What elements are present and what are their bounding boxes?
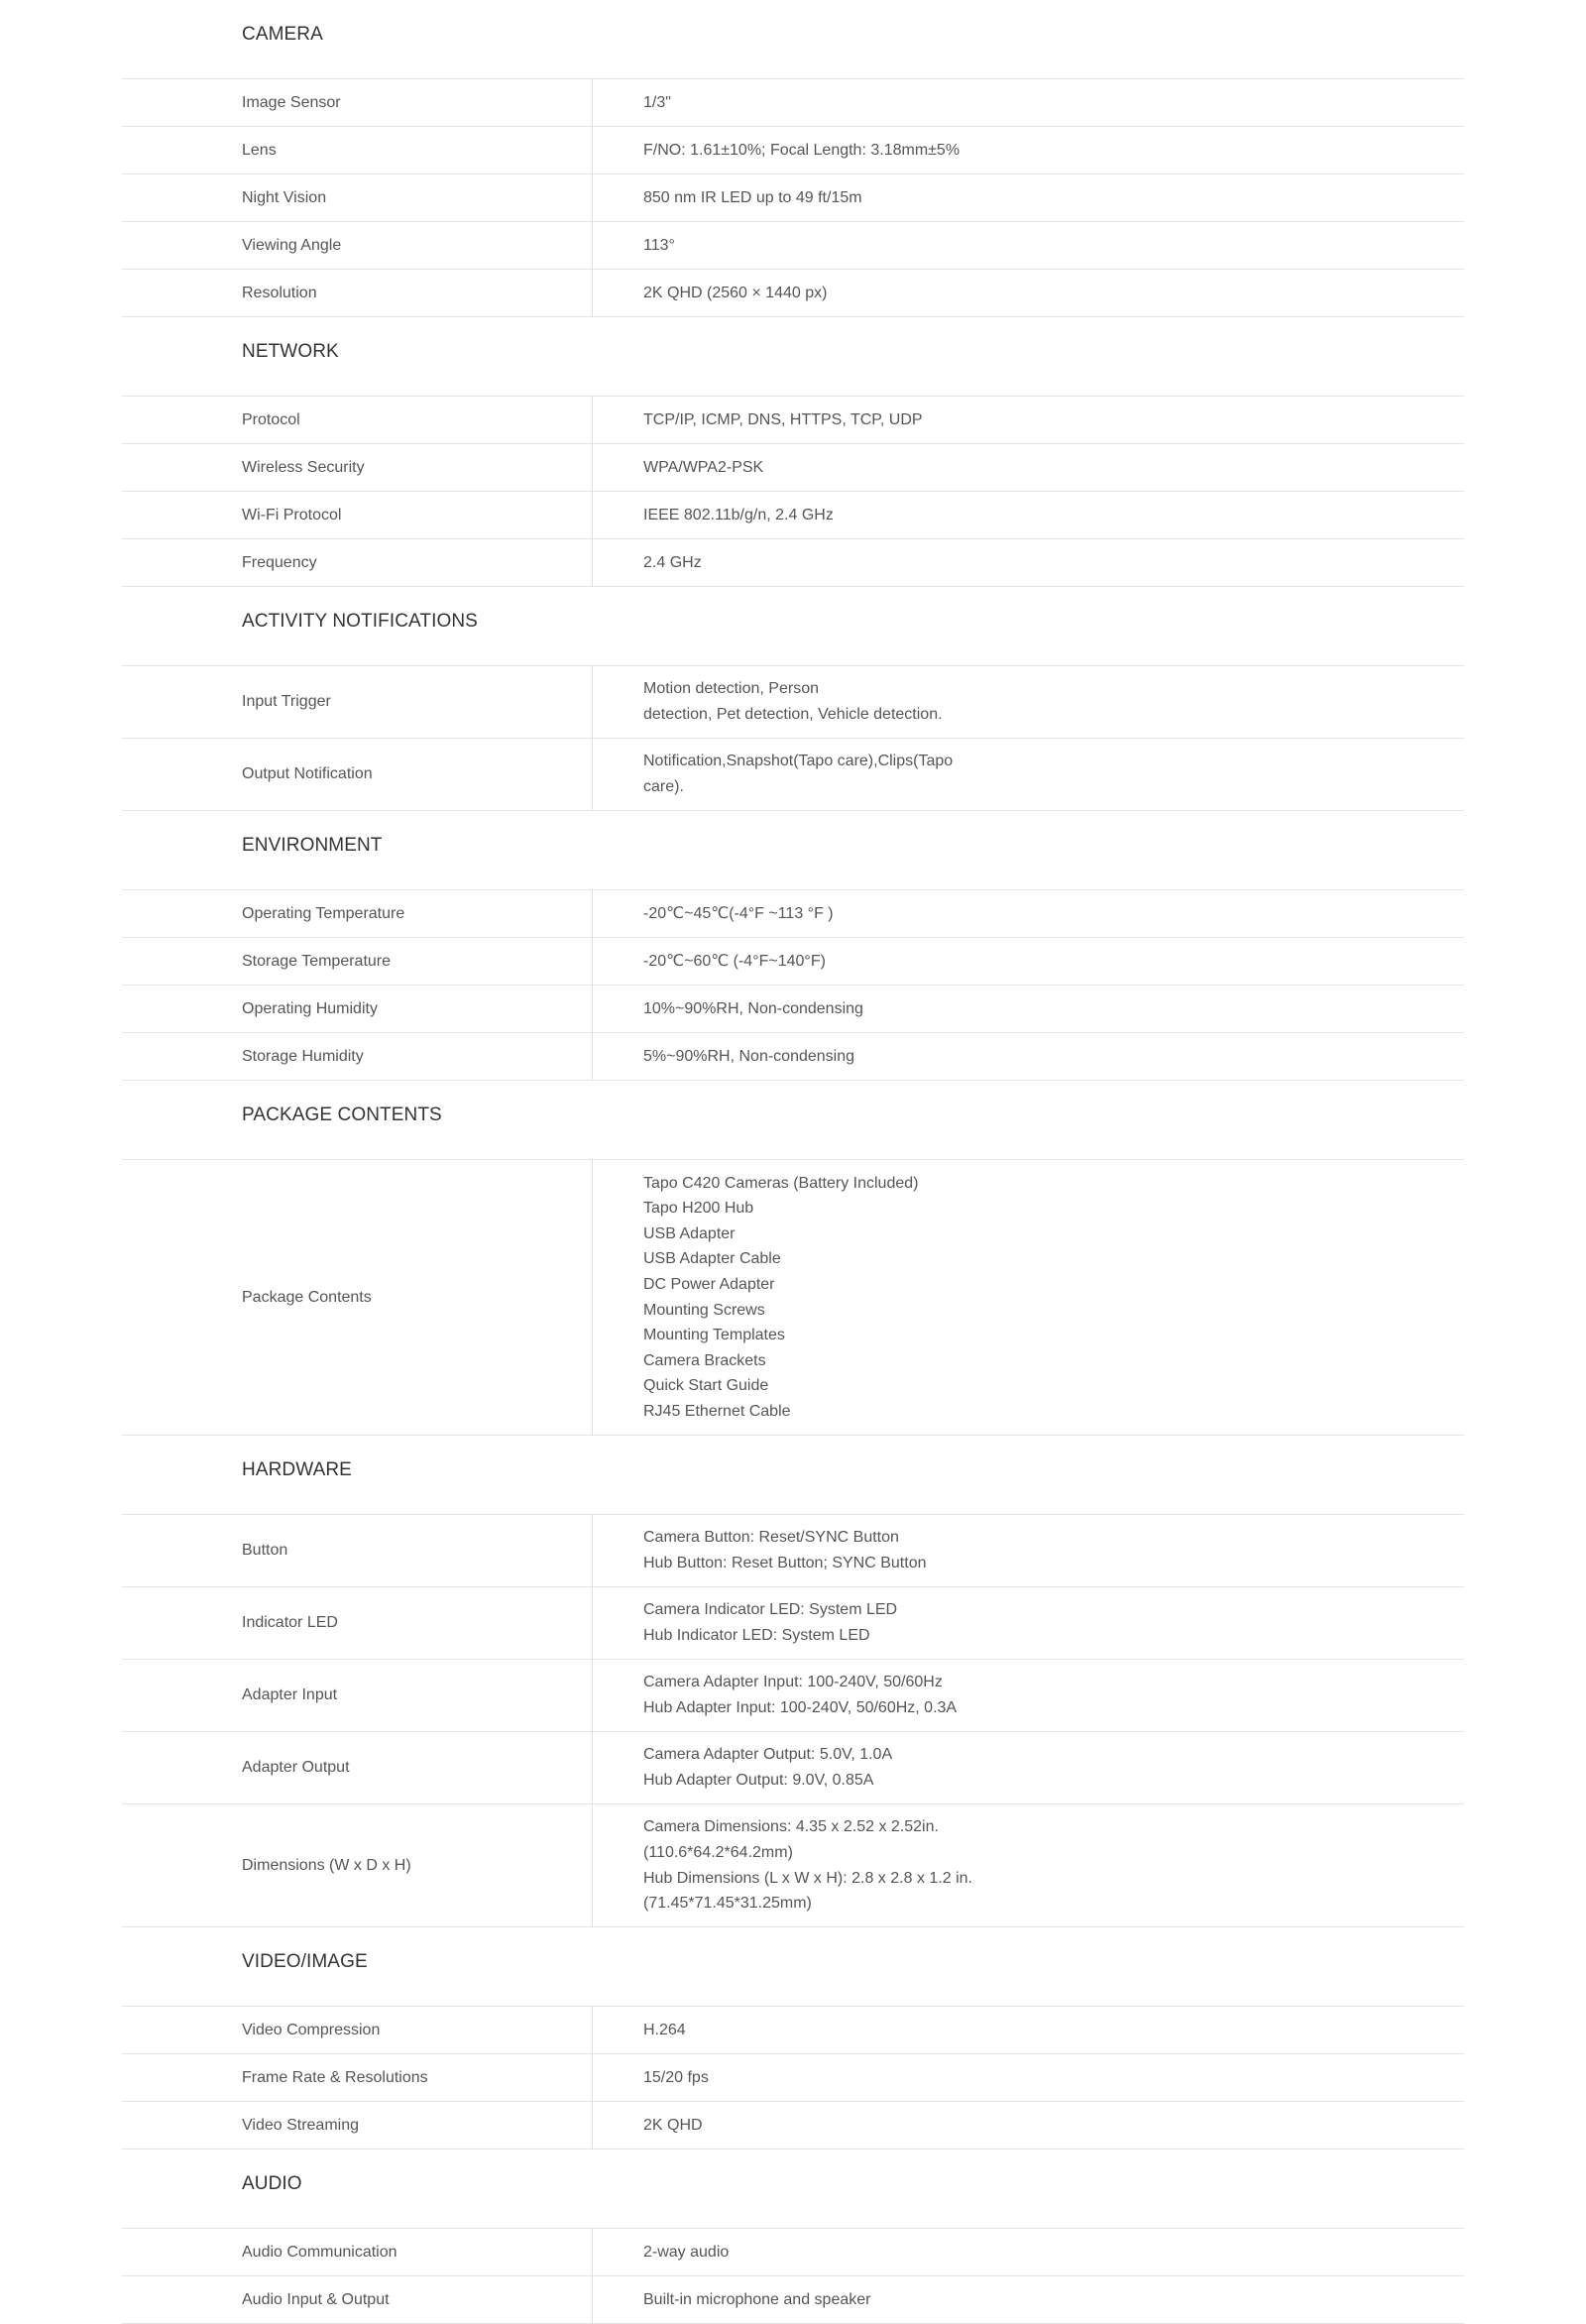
spec-value-line: Mounting Screws [643,1301,765,1319]
spec-section-hardware [122,1436,1464,1927]
spec-row [122,539,1464,587]
spec-value-line: 5%~90%RH, Non-condensing [643,1047,855,1065]
spec-row [122,444,1464,492]
spec-value [593,2007,1464,2053]
spec-section-activity-notifications [122,587,1464,811]
spec-row [122,2007,1464,2054]
spec-value [593,2229,1464,2275]
spec-value [593,539,1464,586]
spec-label: Wireless Security [122,444,593,491]
spec-value-line: 10%~90%RH, Non-condensing [643,999,863,1017]
spec-value-line: USB Adapter Cable [643,1250,781,1268]
spec-value-line: 2-way audio [643,2243,730,2261]
spec-value [593,1587,1464,1659]
spec-row [122,79,1464,127]
spec-value-line: Camera Indicator LED: System LED [643,1601,898,1619]
spec-value [593,1804,1464,1926]
spec-value-line: Camera Brackets [643,1351,766,1369]
spec-label: Adapter Input [122,1660,593,1731]
spec-row [122,222,1464,270]
spec-value-line: Camera Adapter Input: 100-240V, 50/60Hz [643,1674,943,1691]
section-title: PACKAGE CONTENTS [122,1081,1464,1160]
spec-label: Dimensions (W x D x H) [122,1804,593,1926]
spec-row [122,938,1464,986]
spec-label: Button [122,1515,593,1586]
spec-value-line: -20℃~45℃(-4°F ~113 °F ) [643,904,834,922]
section-title: ACTIVITY NOTIFICATIONS [122,587,1464,666]
spec-row [122,666,1464,739]
spec-value-line: 15/20 fps [643,2068,709,2086]
spec-value-line: detection, Pet detection, Vehicle detection. [643,706,943,723]
spec-value-line: Built-in microphone and speaker [643,2290,871,2308]
spec-value [593,890,1464,937]
spec-row [122,2229,1464,2276]
spec-value [593,174,1464,221]
spec-row [122,2054,1464,2102]
spec-value-line: Camera Button: Reset/SYNC Button [643,1529,899,1547]
spec-label: Viewing Angle [122,222,593,269]
spec-value-line: Hub Adapter Output: 9.0V, 0.85A [643,1772,874,1789]
spec-label: Input Trigger [122,666,593,738]
spec-row [122,890,1464,938]
spec-row [122,1033,1464,1081]
spec-value [593,666,1464,738]
spec-value-line: 113° [643,236,675,254]
spec-label: Storage Humidity [122,1033,593,1080]
spec-value [593,1660,1464,1731]
spec-value [593,397,1464,443]
spec-value-line: 850 nm IR LED up to 49 ft/15m [643,188,862,206]
spec-value-line: care). [643,778,684,795]
spec-row [122,270,1464,317]
spec-value-line: F/NO: 1.61±10%; Focal Length: 3.18mm±5% [643,141,961,159]
spec-row [122,1515,1464,1587]
spec-value-line: Camera Adapter Output: 5.0V, 1.0A [643,1746,893,1764]
spec-value [593,270,1464,316]
spec-label: Frame Rate & Resolutions [122,2054,593,2101]
spec-value-line: H.264 [643,2021,686,2038]
section-title: AUDIO [122,2150,1464,2229]
spec-section-audio [122,2150,1464,2324]
spec-value-line: Tapo C420 Cameras (Battery Included) [643,1174,919,1192]
section-title: NETWORK [122,317,1464,397]
spec-label: Operating Humidity [122,986,593,1032]
spec-value [593,2102,1464,2149]
section-title: VIDEO/IMAGE [122,1927,1464,2007]
spec-row [122,2276,1464,2324]
spec-value-line: (71.45*71.45*31.25mm) [643,1895,812,1913]
spec-value-line: WPA/WPA2-PSK [643,458,764,476]
spec-value-line: Hub Adapter Input: 100-240V, 50/60Hz, 0.3A [643,1699,958,1716]
spec-value-line: 2.4 GHz [643,553,702,571]
spec-value-line: Camera Dimensions: 4.35 x 2.52 x 2.52in. [643,1818,939,1836]
spec-label: Adapter Output [122,1732,593,1803]
spec-row [122,1660,1464,1732]
spec-row [122,174,1464,222]
spec-label: Video Streaming [122,2102,593,2149]
spec-row [122,492,1464,539]
spec-value [593,127,1464,174]
spec-row [122,739,1464,811]
spec-section-network [122,317,1464,587]
spec-value-line: Quick Start Guide [643,1377,769,1395]
spec-row [122,127,1464,174]
spec-value-line: Tapo H200 Hub [643,1200,754,1218]
spec-label: Wi-Fi Protocol [122,492,593,538]
section-title: CAMERA [122,0,1464,79]
spec-value-line: Hub Indicator LED: System LED [643,1627,870,1644]
spec-value-line: Motion detection, Person [643,680,819,698]
spec-value-line: Mounting Templates [643,1327,785,1344]
spec-row [122,1587,1464,1660]
spec-value-line: -20℃~60℃ (-4°F~140°F) [643,952,826,970]
spec-row [122,397,1464,444]
spec-label: Audio Communication [122,2229,593,2275]
spec-value-line: TCP/IP, ICMP, DNS, HTTPS, TCP, UDP [643,410,923,428]
spec-label: Lens [122,127,593,174]
section-title: ENVIRONMENT [122,811,1464,890]
spec-value-line: 1/3" [643,93,671,111]
spec-row [122,986,1464,1033]
spec-section-video-image [122,1927,1464,2150]
spec-value [593,2276,1464,2323]
spec-value [593,739,1464,810]
spec-value [593,1160,1464,1435]
spec-value [593,938,1464,985]
spec-row [122,2102,1464,2150]
spec-value-line: DC Power Adapter [643,1275,775,1293]
spec-value [593,986,1464,1032]
spec-label: Resolution [122,270,593,316]
spec-label: Video Compression [122,2007,593,2053]
spec-value-line: (110.6*64.2*64.2mm) [643,1843,793,1861]
spec-section-environment [122,811,1464,1081]
spec-value-line: Hub Button: Reset Button; SYNC Button [643,1555,927,1571]
section-title: HARDWARE [122,1436,1464,1515]
spec-value [593,2054,1464,2101]
spec-value [593,1732,1464,1803]
spec-label: Image Sensor [122,79,593,126]
spec-value-line: USB Adapter [643,1224,736,1242]
spec-row [122,1804,1464,1927]
spec-table [122,0,1464,2324]
spec-row [122,1732,1464,1804]
spec-value [593,1033,1464,1080]
spec-value-line: 2K QHD [643,2116,703,2134]
spec-label: Audio Input & Output [122,2276,593,2323]
spec-label: Night Vision [122,174,593,221]
spec-label: Protocol [122,397,593,443]
spec-label: Frequency [122,539,593,586]
spec-section-package-contents [122,1081,1464,1436]
spec-value [593,1515,1464,1586]
spec-value [593,444,1464,491]
spec-value-line: RJ45 Ethernet Cable [643,1402,791,1420]
spec-value [593,222,1464,269]
spec-value [593,79,1464,126]
spec-value-line: Hub Dimensions (L x W x H): 2.8 x 2.8 x 1.2 in. [643,1869,972,1887]
spec-section-camera [122,0,1464,317]
spec-row [122,1160,1464,1436]
spec-label: Output Notification [122,739,593,810]
spec-value-line: IEEE 802.11b/g/n, 2.4 GHz [643,506,834,523]
spec-value [593,492,1464,538]
spec-label: Package Contents [122,1160,593,1435]
spec-label: Indicator LED [122,1587,593,1659]
spec-label: Storage Temperature [122,938,593,985]
spec-value-line: Notification,Snapshot(Tapo care),Clips(Tapo [643,753,954,770]
spec-value-line: 2K QHD (2560 × 1440 px) [643,284,828,301]
spec-label: Operating Temperature [122,890,593,937]
